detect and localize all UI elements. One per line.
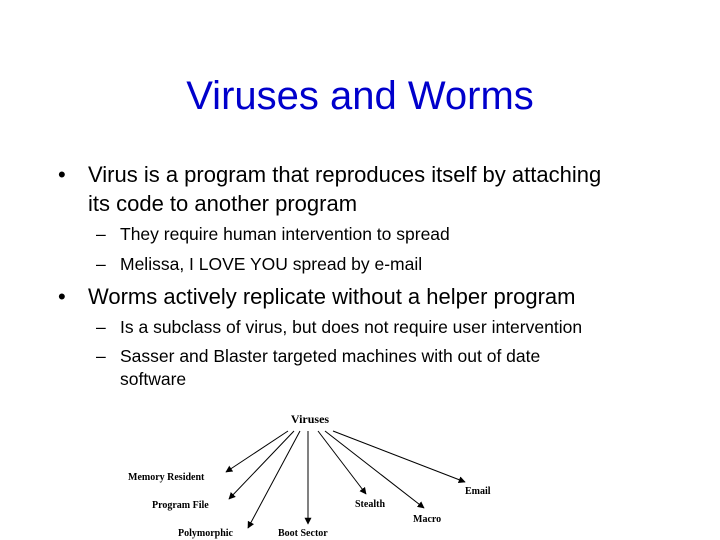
diagram-arrow-program-file: [229, 431, 294, 499]
bullet-1-text: [88, 160, 668, 218]
sub-bullet-1-1-text: They require human intervention to spread: [120, 224, 450, 244]
diagram-node-stealth: Stealth: [355, 499, 385, 510]
diagram-node-macro: Macro: [413, 514, 442, 525]
slide-title: Viruses and Worms: [186, 74, 534, 118]
sub-bullet-marker: –: [96, 346, 106, 366]
sub-bullet-2-2-line-1: Sasser and Blaster targeted machines with out of date: [120, 346, 541, 366]
diagram-node-email: Email: [465, 486, 491, 497]
bullet-1-line-2: its code to another program: [88, 191, 358, 216]
sub-bullet-marker: –: [96, 317, 106, 337]
bullet-1-line-1: Virus is a program that reproduces itself by attaching: [88, 162, 602, 187]
diagram-arrow-email: [333, 431, 465, 482]
diagram-node-boot-sector: Boot Sector: [278, 528, 328, 539]
bullet-marker: •: [58, 162, 66, 187]
diagram-arrow-macro: [325, 431, 424, 508]
sub-bullet-2-1-text: Is a subclass of virus, but does not require user intervention: [120, 317, 583, 337]
virus-types-diagram: [0, 400, 720, 540]
diagram-root-label: Viruses: [290, 412, 330, 426]
diagram-node-memory-resident: Memory Resident: [128, 472, 205, 483]
diagram-arrow-memory-resident: [226, 431, 288, 472]
sub-bullet-2-2-line-2: software: [120, 369, 187, 389]
diagram-node-program-file: Program File: [152, 500, 209, 511]
diagram-node-polymorphic: Polymorphic: [178, 528, 233, 539]
diagram-arrow-polymorphic: [248, 431, 300, 528]
bullet-marker: •: [58, 284, 66, 309]
sub-bullet-marker: –: [96, 224, 106, 244]
sub-bullet-2-2-text: [120, 345, 676, 391]
sub-bullet-marker: –: [96, 254, 106, 274]
bullet-2-text: Worms actively replicate without a helper program: [88, 284, 576, 309]
sub-bullet-1-2-text: Melissa, I LOVE YOU spread by e-mail: [120, 254, 423, 274]
